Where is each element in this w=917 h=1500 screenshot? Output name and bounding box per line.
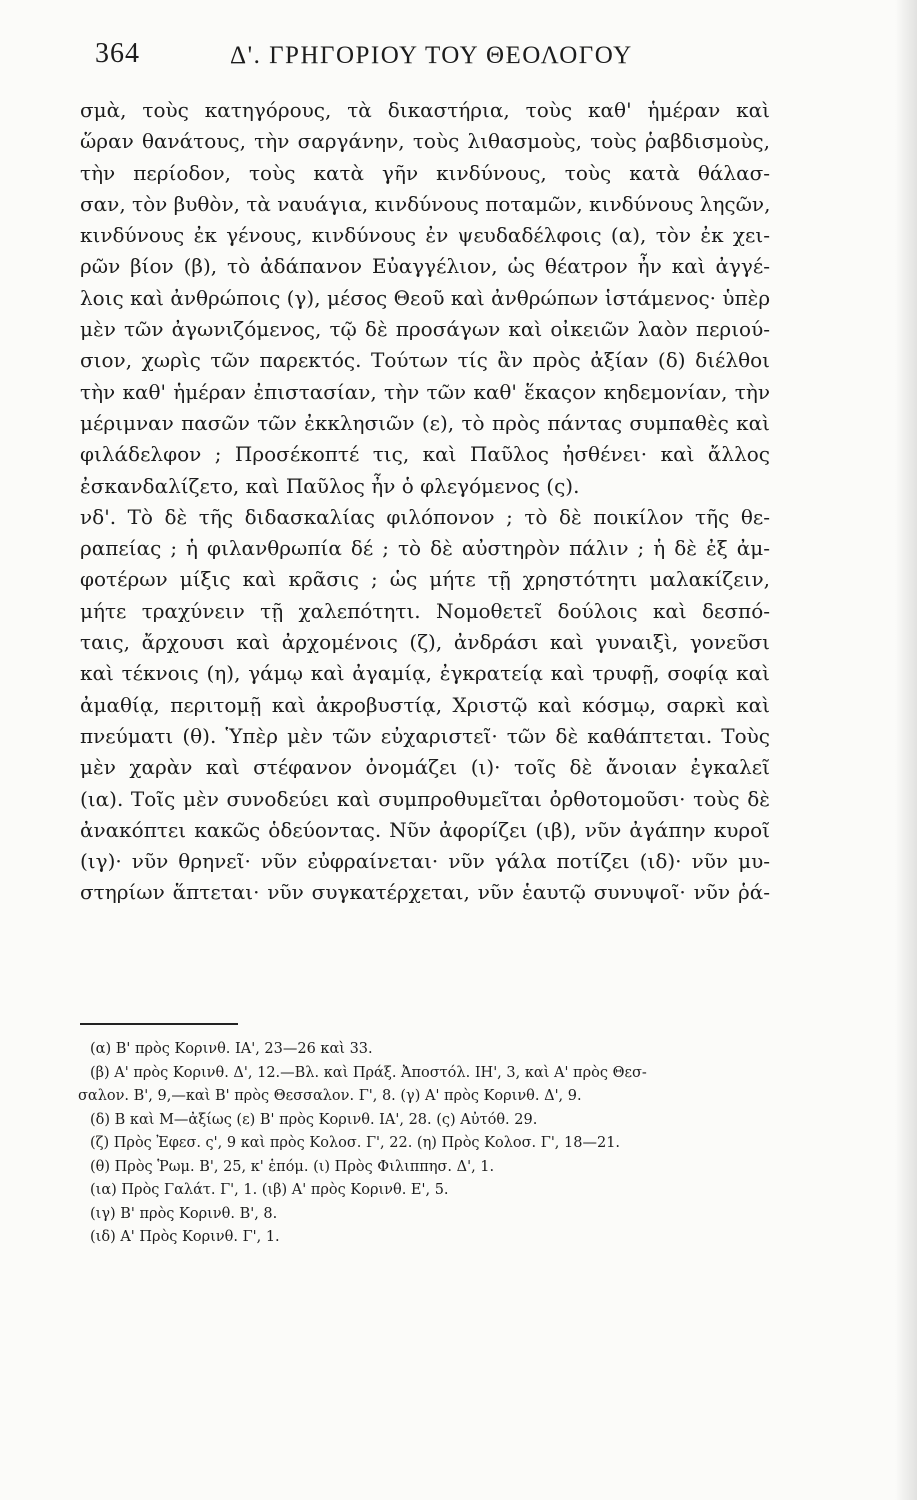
page-header — [95, 38, 745, 78]
text-line: μὲν χαρὰν καὶ στέφανον ὀνομάζει (ι)· τοῖς δὲ ἄνοιαν ἐγκαλεῖ — [80, 755, 770, 780]
text-line: λοις καὶ ἀνθρώποις (γ), μέσος Θεοῦ καὶ ἀνθρώπων ἱστάμενος· ὑπὲρ — [80, 285, 770, 310]
footnote: (ζ) Πρὸς Ἐφεσ. ς', 9 καὶ πρὸς Κολοσ. Γ', 22. (η) Πρὸς Κολοσ. Γ', 18—21. — [90, 1135, 621, 1151]
text-line: φιλάδελφον ; Προσέκοπτέ τις, καὶ Παῦλος ἠσθένει· καὶ ἄλλος — [80, 442, 770, 467]
text-line: ἐσκανδαλίζετο, καὶ Παῦλος ἦν ὁ φλεγόμενος (ς). — [80, 473, 580, 498]
text-line: (ια). Τοῖς μὲν συνοδεύει καὶ συμπροθυμεῖται ὀρθοτομοῦσι· τοὺς δὲ — [80, 786, 770, 811]
text-line: τὴν καθ' ἡμέραν ἐπιστασίαν, τὴν τῶν καθ' ἕκαςον κηδεμονίαν, τὴν — [80, 379, 770, 404]
spine-shadow — [895, 0, 917, 1500]
footnote: (θ) Πρὸς Ῥωμ. Β', 25, κ' ἑπόμ. (ι) Πρὸς Φιλιππησ. Δ', 1. — [90, 1158, 495, 1175]
text-line: στηρίων ἅπτεται· νῦν συγκατέρχεται, νῦν ἑαυτῷ συνυψοῖ· νῦν ῥά- — [80, 880, 770, 905]
footnote: (ιδ) Α' Πρὸς Κορινθ. Γ', 1. — [90, 1229, 280, 1245]
footnote-rule — [80, 1023, 238, 1025]
running-head: Δ'. ΓΡΗΓΟΡΙΟΥ ΤΟΥ ΘΕΟΛΟΓΟΥ — [230, 42, 633, 69]
text-line: ὥραν θανάτους, τὴν σαργάνην, τοὺς λιθασμοὺς, τοὺς ῥαβδισμοὺς, — [80, 129, 770, 154]
footnote: (δ) Β καὶ Μ—ἀξίως (ε) Β' πρὸς Κορινθ. ΙΑ', 28. (ς) Αὐτόθ. 29. — [90, 1111, 538, 1128]
footnote: σαλον. Β', 9,—καὶ Β' πρὸς Θεσσαλον. Γ', 8. (γ) Α' πρὸς Κορινθ. Δ', 9. — [78, 1088, 582, 1104]
text-line: σαν, τὸν βυθὸν, τὰ ναυάγια, κινδύνους ποταμῶν, κινδύνους ληςῶν, — [80, 191, 770, 216]
text-line: ρῶν βίον (β), τὸ ἀδάπανον Εὐαγγέλιον, ὡς θέατρον ἦν καὶ ἀγγέ- — [80, 254, 770, 279]
text-line: ραπείας ; ἡ φιλανθρωπία δέ ; τὸ δὲ αὐστηρὸν πάλιν ; ἡ δὲ ἐξ ἀμ- — [80, 536, 770, 561]
text-line: ταις, ἄρχουσι καὶ ἀρχομένοις (ζ), ἀνδράσι καὶ γυναιξὶ, γονεῦσι — [80, 630, 770, 655]
text-line: μὲν τῶν ἀγωνιζόμενος, τῷ δὲ προσάγων καὶ οἰκειῶν λαὸν περιού- — [80, 317, 770, 342]
text-line: πνεύματι (θ). Ὑπὲρ μὲν τῶν εὐχαριστεῖ· τῶν δὲ καθάπτεται. Τοὺς — [80, 723, 770, 748]
text-line: τὴν περίοδον, τοὺς κατὰ γῆν κινδύνους, τοὺς κατὰ θάλασ- — [80, 160, 770, 185]
text-line: ἀνακόπτει κακῶς ὁδεύοντας. Νῦν ἀφορίζει (ιβ), νῦν ἀγάπην κυροῖ — [80, 817, 770, 842]
text-line: σιον, χωρὶς τῶν παρεκτός. Τούτων τίς ἂν πρὸς ἀξίαν (δ) διέλθοι — [80, 348, 770, 373]
main-text — [80, 95, 770, 909]
text-line: κινδύνους ἐκ γένους, κινδύνους ἐν ψευδαδέλφοις (α), τὸν ἐκ χει- — [80, 223, 770, 248]
text-line: φοτέρων μίξις καὶ κρᾶσις ; ὡς μήτε τῇ χρηστότητι μαλακίζειν, — [80, 567, 770, 592]
footnote: (α) Β' πρὸς Κορινθ. ΙΑ', 23—26 καὶ 33. — [90, 1041, 373, 1057]
page-number: 364 — [95, 38, 140, 69]
text-line: μέριμναν πασῶν τῶν ἐκκλησιῶν (ε), τὸ πρὸς πάντας συμπαθὲς καὶ — [80, 410, 770, 435]
text-line: μήτε τραχύνειν τῇ χαλεπότητι. Νομοθετεῖ δούλοις καὶ δεσπό- — [80, 598, 770, 623]
text-line: (ιγ)· νῦν θρηνεῖ· νῦν εὐφραίνεται· νῦν γάλα ποτίζει (ιδ)· νῦν μυ- — [80, 849, 770, 874]
text-line: ἀμαθίᾳ, περιτομῇ καὶ ἀκροβυστίᾳ, Χριστῷ καὶ κόσμῳ, σαρκὶ καὶ — [80, 692, 770, 717]
text-line: σμὰ, τοὺς κατηγόρους, τὰ δικαστήρια, τοὺς καθ' ἡμέραν καὶ — [80, 98, 770, 122]
text-line: νδ'. Τὸ δὲ τῆς διδασκαλίας φιλόπονον ; τὸ δὲ ποικίλον τῆς θε- — [80, 504, 770, 529]
footnote: (ια) Πρὸς Γαλάτ. Γ', 1. (ιβ) Α' πρὸς Κορινθ. Ε', 5. — [90, 1182, 449, 1198]
footnotes — [78, 1038, 778, 1250]
footnote: (β) Α' πρὸς Κορινθ. Δ', 12.—Βλ. καὶ Πράξ. Ἀποστόλ. ΙΗ', 3, καὶ Α' πρὸς Θεσ- — [90, 1064, 647, 1081]
footnote: (ιγ) Β' πρὸς Κορινθ. Β', 8. — [90, 1205, 278, 1222]
text-line: καὶ τέκνοις (η), γάμῳ καὶ ἀγαμίᾳ, ἐγκρατείᾳ καὶ τρυφῇ, σοφίᾳ καὶ — [80, 661, 770, 686]
